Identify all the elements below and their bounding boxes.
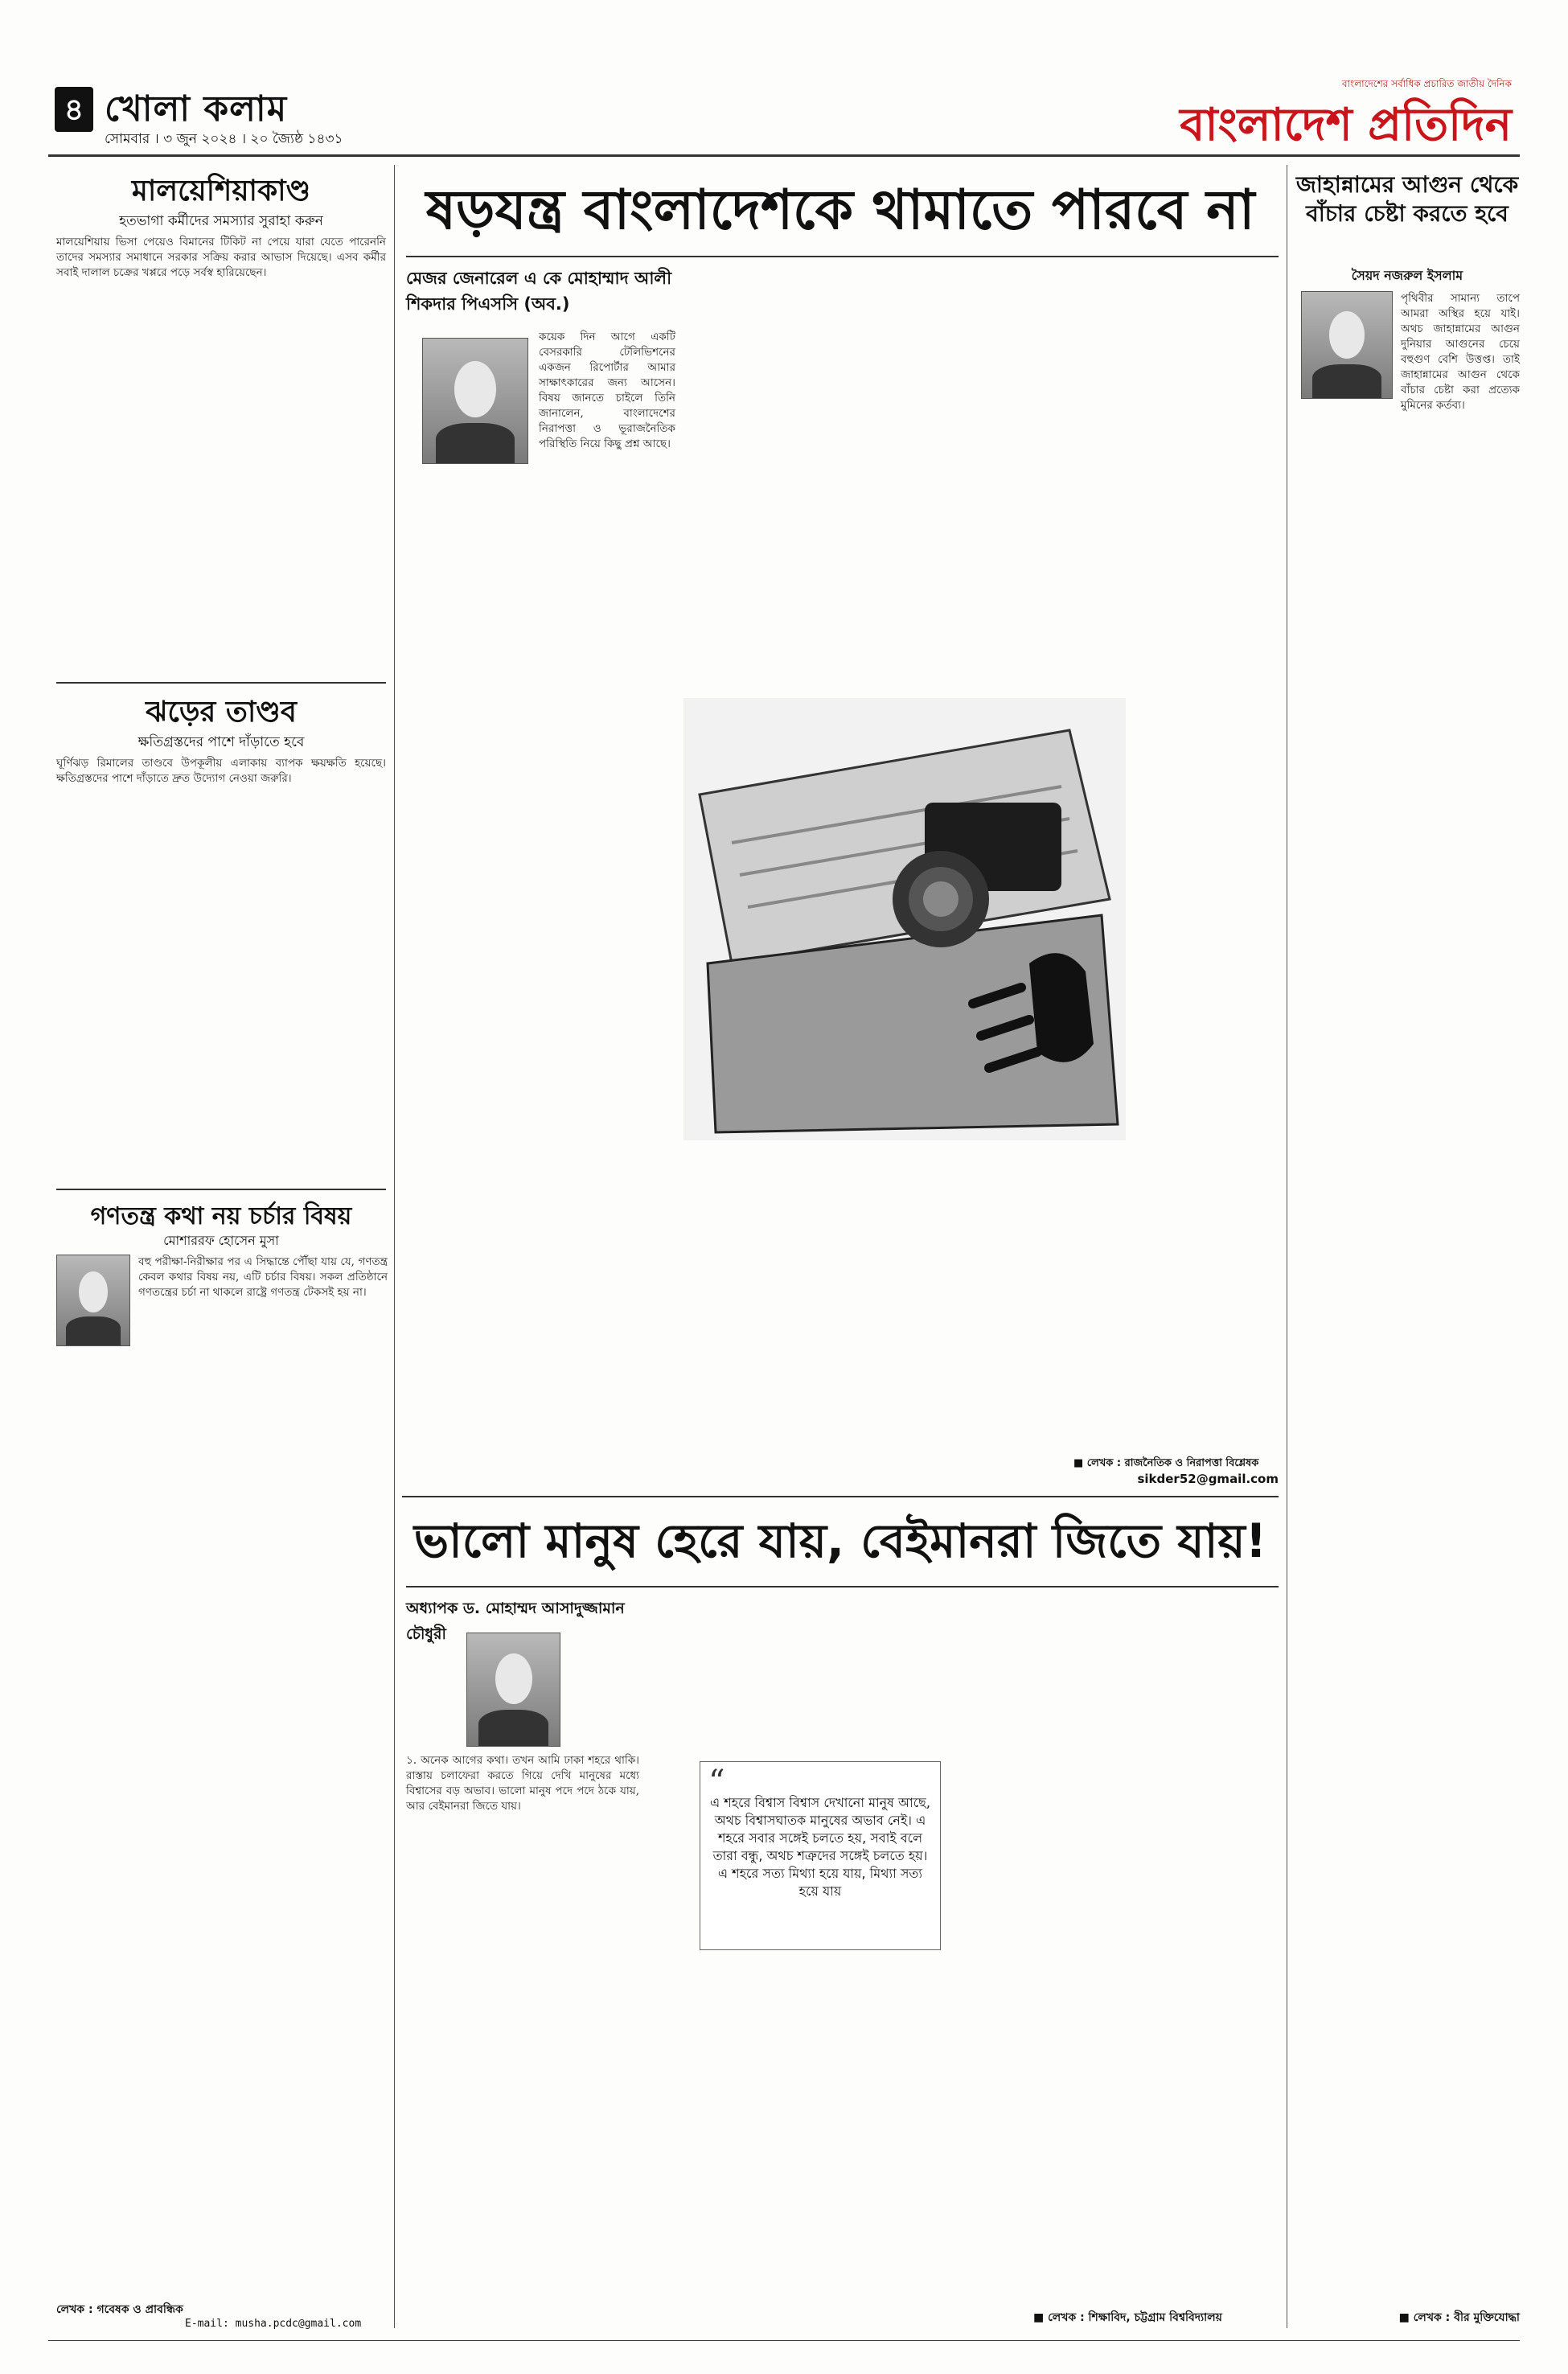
page-number: ৪ xyxy=(64,92,84,127)
article-title: জাহান্নামের আগুন থেকে বাঁচার চেষ্টা করতে হবে xyxy=(1295,171,1519,227)
article-body-continued xyxy=(1033,1596,1279,2303)
date-line: সোমবার । ৩ জুন ২০২৪ । ২০ জ্যৈষ্ঠ ১৪৩১ xyxy=(105,131,343,147)
article-body: ঘূর্ণিঝড় রিমালের তাণ্ডবে উপকূলীয় এলাকায় ব্যাপক ক্ষয়ক্ষতি হয়েছে। ক্ষতিগ্রস্তদের পাশে দাঁড়াতে দ্রুত উদ্যোগ নেওয়া জরুরি। xyxy=(56,757,386,785)
article-subtitle: ক্ষতিগ্রস্তদের পাশে দাঁড়াতে হবে xyxy=(138,734,305,750)
author-photo xyxy=(466,1633,560,1747)
masthead-divider xyxy=(48,154,1520,157)
headline: ভালো মানুষ হেরে যায়, বেইমানরা জিতে যায়! xyxy=(413,1514,1267,1568)
article-body: কয়েক দিন আগে একটি বেসরকারি টেলিভিশনের একজন রিপোর্টার আমার সাক্ষাৎকারের জন্য আসেন। বিষয় জানতে চাইলে তিনি জানালেন, বাংলাদেশের নিরাপত্তা ও ভূরাজনৈতিক পরিস্থিতি নিয়ে কিছু প্রশ্ন আছে। xyxy=(539,331,675,450)
headline: ষড়যন্ত্র বাংলাদেশকে থামাতে পারবে না xyxy=(425,179,1255,242)
author-photo xyxy=(1301,291,1393,399)
author-note: ■ লেখক : শিক্ষাবিদ, চট্টগ্রাম বিশ্ববিদ্যালয় xyxy=(1033,2311,1222,2324)
headline-underline xyxy=(406,1586,1279,1587)
pull-quote-text: এ শহরে বিশ্বাস বিশ্বাস দেখানো মানুষ আছে, অথচ বিশ্বাসঘাতক মানুষের অভাব নেই। এ শহরে সবার সঙ্গেই চলতে হয়, সবাই বলে তারা বন্ধু, অথচ শত্রুদের সঙ্গেই চলতে হয়। এ শহরে সত্য মিথ্যা হয়ে যায়, মিথ্যা সত্য হয়ে যায় xyxy=(710,1795,930,1899)
byline: অধ্যাপক ড. মোহাম্মদ আসাদুজ্জামান চৌধুরী xyxy=(406,1600,625,1643)
article-title: ঝড়ের তাণ্ডব xyxy=(146,696,297,729)
article-body: পৃথিবীর সামান্য তাপে আমরা অস্থির হয়ে যাই। অথচ জাহান্নামের আগুন দুনিয়ার আগুনের চেয়ে বহুগুণ বেশি উত্তপ্ত। তাই জাহান্নামের আগুন থেকে বাঁচার চেষ্টা করা প্রত্যেক মুমিনের কর্তব্য। xyxy=(1401,292,1520,412)
article-byline: মোশাররফ হোসেন মুসা xyxy=(163,1233,279,1248)
press-illustration xyxy=(683,698,1126,1140)
author-note: ■ লেখক : রাজনৈতিক ও নিরাপত্তা বিশ্লেষক xyxy=(1073,1457,1259,1469)
section-divider xyxy=(402,1496,1279,1497)
paper-logo: বাংলাদেশ প্রতিদিন xyxy=(1180,99,1512,151)
page-number-badge xyxy=(55,87,93,132)
column-divider xyxy=(394,165,395,2328)
article-body-continued xyxy=(905,330,1065,692)
headline-underline xyxy=(406,256,1279,257)
article-title: মালয়েশিয়াকাণ্ড xyxy=(131,175,311,207)
article-body-continued xyxy=(1301,412,1520,2286)
paper-tagline: বাংলাদেশের সর্বাধিক প্রচারিত জাতীয় দৈনিক xyxy=(1341,78,1512,89)
author-photo xyxy=(56,1255,130,1346)
author-photo xyxy=(422,338,528,464)
article-title: গণতন্ত্র কথা নয় চর্চার বিষয় xyxy=(90,1202,352,1230)
article-body-continued xyxy=(1073,265,1279,1134)
section-title: খোলা কলাম xyxy=(105,88,288,129)
section-divider xyxy=(56,682,386,684)
section-divider xyxy=(56,1189,386,1190)
article-body-continued xyxy=(683,1146,893,1468)
author-email: sikder52@gmail.com xyxy=(1137,1472,1279,1486)
quote-mark-icon: “ xyxy=(708,1764,725,1801)
article-body: ১. অনেক আগের কথা। তখন আমি ঢাকা শহরে থাকি। রাস্তায় চলাফেরা করতে গিয়ে দেখি মানুষের মধ্যে বিশ্বাসের বড় অভাব। ভালো মানুষ পদে পদে ঠকে যায়, আর বেইমানরা জিতে যায়। xyxy=(406,1754,639,1813)
article-body-continued xyxy=(683,330,893,692)
author-note: ■ লেখক : বীর মুক্তিযোদ্ধা xyxy=(1398,2311,1520,2324)
page-bottom-rule xyxy=(48,2340,1520,2341)
article-body-continued xyxy=(816,1596,1025,2303)
article-body: মালয়েশিয়ায় ভিসা পেয়েও বিমানের টিকিট না পেয়ে যারা যেতে পারেননি তাদের সমস্যার সমাধানে সরকার সক্রিয় করার আভাস দিয়েছে। এসব কর্মীর সবাই দালাল চক্রের খপ্পরে পড়ে সর্বস্ব হারিয়েছেন। xyxy=(56,236,386,279)
article-subtitle: হতভাগা কর্মীদের সমস্যার সুরাহা করুন xyxy=(119,213,323,229)
byline: মেজর জেনারেল এ কে মোহাম্মাদ আলী শিকদার পিএসসি (অব.) xyxy=(406,269,672,314)
article-body-continued xyxy=(905,1146,1279,1387)
article-byline: সৈয়দ নজরুল ইসলাম xyxy=(1351,268,1463,283)
author-note: লেখক : গবেষক ও প্রাবন্ধিক xyxy=(56,2303,183,2316)
author-email: E-mail: musha.pcdc@gmail.com xyxy=(185,2318,362,2330)
article-body: বহু পরীক্ষা-নিরীক্ষার পর এ সিদ্ধান্তে পৌঁছা যায় যে, গণতন্ত্র কেবল কথার বিষয় নয়, এটি চর্চার বিষয়। সকল প্রতিষ্ঠানে গণতন্ত্রের চর্চা না থাকলে রাষ্ট্রে গণতন্ত্র টেকসই হয় না। xyxy=(138,1255,388,1299)
